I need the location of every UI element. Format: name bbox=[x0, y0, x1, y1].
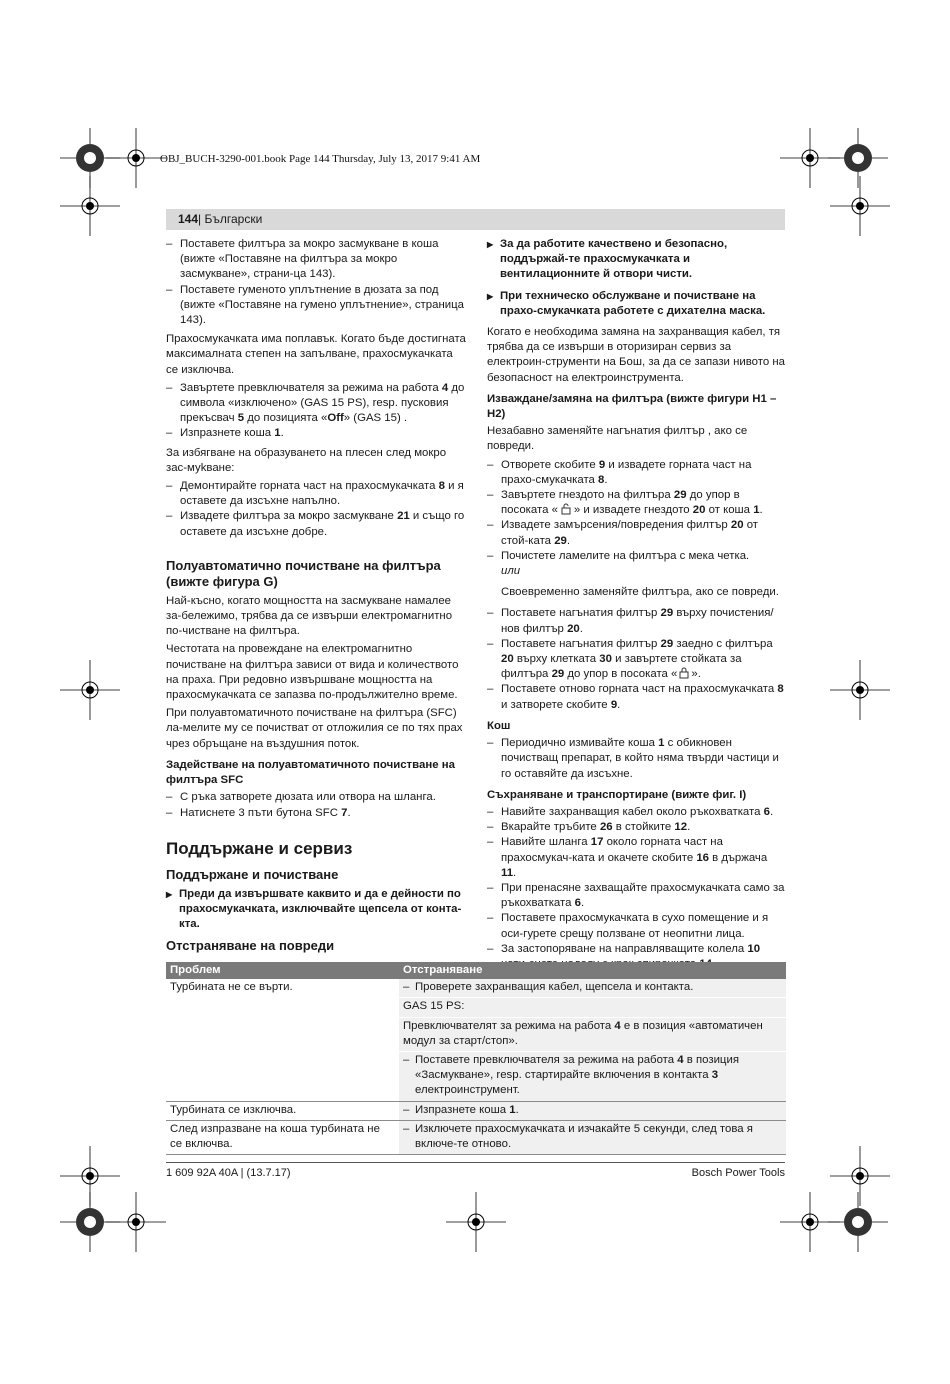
list-item: – Вкарайте тръбите 26 в стойките 12. bbox=[487, 820, 785, 835]
safety-instruction: ▶ За да работите качествено и безопасно, поддържай-те прахосмукачката и вентилационните й отвори чисти. bbox=[487, 237, 785, 283]
or-label: или bbox=[501, 565, 521, 578]
problem-cell: Турбината се изключва. bbox=[166, 1101, 399, 1120]
right-column bbox=[487, 237, 785, 972]
column-header-problem: Проблем bbox=[166, 962, 399, 979]
list-item: – Изпразнете коша 1. bbox=[166, 426, 466, 441]
fix-cell: – Поставете превключвателя за режима на работа 4 в позиция «Засмукване», resp. стартирайте включения в контакта 3 електроинструмент. bbox=[399, 1052, 786, 1102]
registration-mark-icon bbox=[828, 1192, 888, 1252]
list-item: – Поставете отново горната част на прахосмукачката 8 и затворете скобите 9. bbox=[487, 682, 785, 712]
fix-cell: GAS 15 PS: bbox=[399, 998, 786, 1017]
paragraph: За избягване на образуването на плесен след мокро зас-муkване: bbox=[166, 446, 447, 474]
list-item: – Завъртете гнездото на филтъра 29 до упор в посоката « » и извадете гнездото 20 от коша 1. bbox=[487, 488, 785, 518]
fix-cell: Превключвателят за режима на работа 4 е в позиция «автоматичен модул за старт/стоп». bbox=[399, 1017, 786, 1051]
fix-cell: – Изпразнете коша 1. bbox=[399, 1101, 786, 1120]
list-item: – При пренасяне захващайте прахосмукачката само за ръкохватката 6. bbox=[487, 881, 785, 911]
crosshair-mark-icon bbox=[106, 1192, 166, 1252]
table-row bbox=[166, 1120, 786, 1154]
list-item: – Завъртете превключвателя за режима на работа 4 до символа «изключено» (GAS 15 PS), resp. пусковия прекъсвач 5 до позицията «Off» (GAS 15) . bbox=[166, 381, 466, 427]
list-item: – Отворете скобите 9 и извадете горната част на прахо-смукачката 8. bbox=[487, 458, 785, 488]
page-header bbox=[178, 212, 262, 226]
list-item: – Периодично измивайте коша 1 с обикновен почистващ препарат, в който няма твърди частици и го оставяйте да изсъхне. bbox=[487, 736, 785, 782]
subsection-heading: Кош bbox=[487, 719, 511, 732]
crosshair-mark-icon bbox=[830, 176, 890, 236]
list-item: – Извадете филтъра за мокро засмукване 21 и също го оставете да изсъхне добре. bbox=[166, 509, 466, 539]
paragraph: При полуавтоматичното почистване на филтъра (SFC) ла-мелите му се почистват от отложилия се по тях прах чрез обръщане на въздушния поток. bbox=[166, 707, 463, 750]
column-header-fix: Отстраняване bbox=[399, 962, 786, 979]
page-separator: | bbox=[198, 212, 202, 226]
troubleshooting-title: Отстраняване на повреди bbox=[166, 938, 335, 953]
lock-symbol-icon bbox=[679, 667, 689, 679]
list-item: – Навийте шланга 17 около горната част на прахосмукач-ката и окачете скобите 16 в държача 11. bbox=[487, 835, 785, 881]
page-number: 144 bbox=[178, 212, 199, 226]
problem-cell: След изпразване на коша турбината не се включва. bbox=[166, 1120, 399, 1154]
paragraph: Най-късно, когато мощността на засмукване намалее за-бележимо, трябва да се извърши електромагнитно по-чистване на филтъра. bbox=[166, 594, 453, 638]
table-header-row bbox=[166, 962, 786, 979]
list-item: – Извадете замърсения/повредения филтър 20 от стой-ката 29. bbox=[487, 518, 785, 548]
crosshair-mark-icon bbox=[446, 1192, 506, 1252]
troubleshooting-table bbox=[166, 962, 786, 1155]
footer-rule bbox=[166, 1162, 785, 1163]
subsection-heading: Изваждане/замяна на филтъра (вижте фигури H1 – H2) bbox=[487, 392, 777, 421]
crosshair-mark-icon bbox=[830, 660, 890, 720]
paragraph: Честотата на провеждане на електромагнитно почистване на филтъра зависи от вида и количеството на праха. При редовно извършване мощността на прахосмукачката се запазва по-продължително време. bbox=[166, 643, 459, 702]
list-item: – За застопоряване на направляващите колела 10 bbox=[487, 942, 785, 972]
safety-instruction: ▶ Преди да извършвате каквито и да е дейности по прахосмукачката, изключвайте щепсела от конта-кта. bbox=[166, 887, 466, 933]
list-item: – Поставете нагънатия филтър 29 заедно с филтъра 20 върху клетката 30 и завъртете стойката за филтъра 29 до упор в посоката « ». bbox=[487, 637, 785, 683]
problem-cell: Турбината не се върти. bbox=[166, 979, 399, 1101]
crosshair-mark-icon bbox=[60, 660, 120, 720]
table-row bbox=[166, 979, 786, 998]
chapter-heading: Поддържане и сервиз bbox=[166, 838, 353, 858]
print-header: OBJ_BUCH-3290-001.book Page 144 Thursday, July 13, 2017 9:41 AM bbox=[160, 153, 481, 165]
paragraph: Своевременно заменяйте филтъра, ако се повреди. bbox=[501, 586, 779, 599]
paragraph: Когато е необходима замяна на захранващия кабел, тя трябва да се извърши в оторизиран сервиз за електроин-струменти на Бош, за да се запази нивото на безопасност на електроинструмента. bbox=[487, 326, 785, 384]
list-item: – Поставете гуменото уплътнение в дюзата за под (вижте «Поставяне на гумено уплътнение», страница 143). bbox=[166, 283, 466, 329]
list-item: – Почистете ламелите на филтъра с мека четка. bbox=[487, 549, 785, 564]
paragraph: Незабавно заменяйте нагънатия филтър , ако се повреди. bbox=[487, 425, 748, 453]
table-row bbox=[166, 1101, 786, 1120]
page-language: Български bbox=[204, 212, 263, 226]
list-item: – Поставете филтъра за мокро засмукване в коша (вижте «Поставяне на филтъра за мокро засмукване», страни-ца 143). bbox=[166, 237, 466, 283]
safety-instruction: ▶ При техническо обслужване и почистване на прахо-смукачката работете с дихателна маска. bbox=[487, 289, 785, 319]
section-heading: Поддържане и почистване bbox=[166, 866, 339, 882]
subsection-heading: Задействане на полуавтоматичното почистване на филтъра SFC bbox=[166, 758, 455, 787]
section-heading: Полуавтоматично почистване на филтъра (вижте фигура G) bbox=[166, 557, 441, 589]
list-item: – Навийте захранващия кабел около ръкохватката 6. bbox=[487, 805, 785, 820]
unlock-symbol-icon bbox=[561, 503, 571, 515]
footer-brand: Bosch Power Tools bbox=[691, 1167, 785, 1179]
subsection-heading: Съхраняване и транспортиране (вижте фиг. I) bbox=[487, 788, 747, 801]
paragraph: Прахосмукачката има поплавък. Когато бъде достигната максималната степен на запълване, прахосмукачката се изключва. bbox=[166, 333, 466, 376]
list-item: – Натиснете 3 пъти бутона SFC 7. bbox=[166, 806, 466, 821]
list-item: – Поставете прахосмукачката в сухо помещение и я оси-гурете срещу ползване от неопитни лица. bbox=[487, 911, 785, 941]
left-column bbox=[166, 237, 466, 938]
fix-cell: – Изключете прахосмукачката и изчакайте 5 секунди, след това я включе-те отново. bbox=[399, 1120, 786, 1154]
list-item: – С ръка затворете дюзата или отвора на шланга. bbox=[166, 790, 466, 805]
list-item: – Демонтирайте горната част на прахосмукачката 8 и я оставете да изсъхне напълно. bbox=[166, 479, 466, 509]
fix-cell: – Проверете захранващия кабел, щепсела и контакта. bbox=[399, 979, 786, 998]
crosshair-mark-icon bbox=[60, 176, 120, 236]
footer-doc-number: 1 609 92A 40A | (13.7.17) bbox=[166, 1167, 291, 1179]
list-item: – Поставете нагънатия филтър 29 върху почистения/нов филтър 20. bbox=[487, 606, 785, 636]
